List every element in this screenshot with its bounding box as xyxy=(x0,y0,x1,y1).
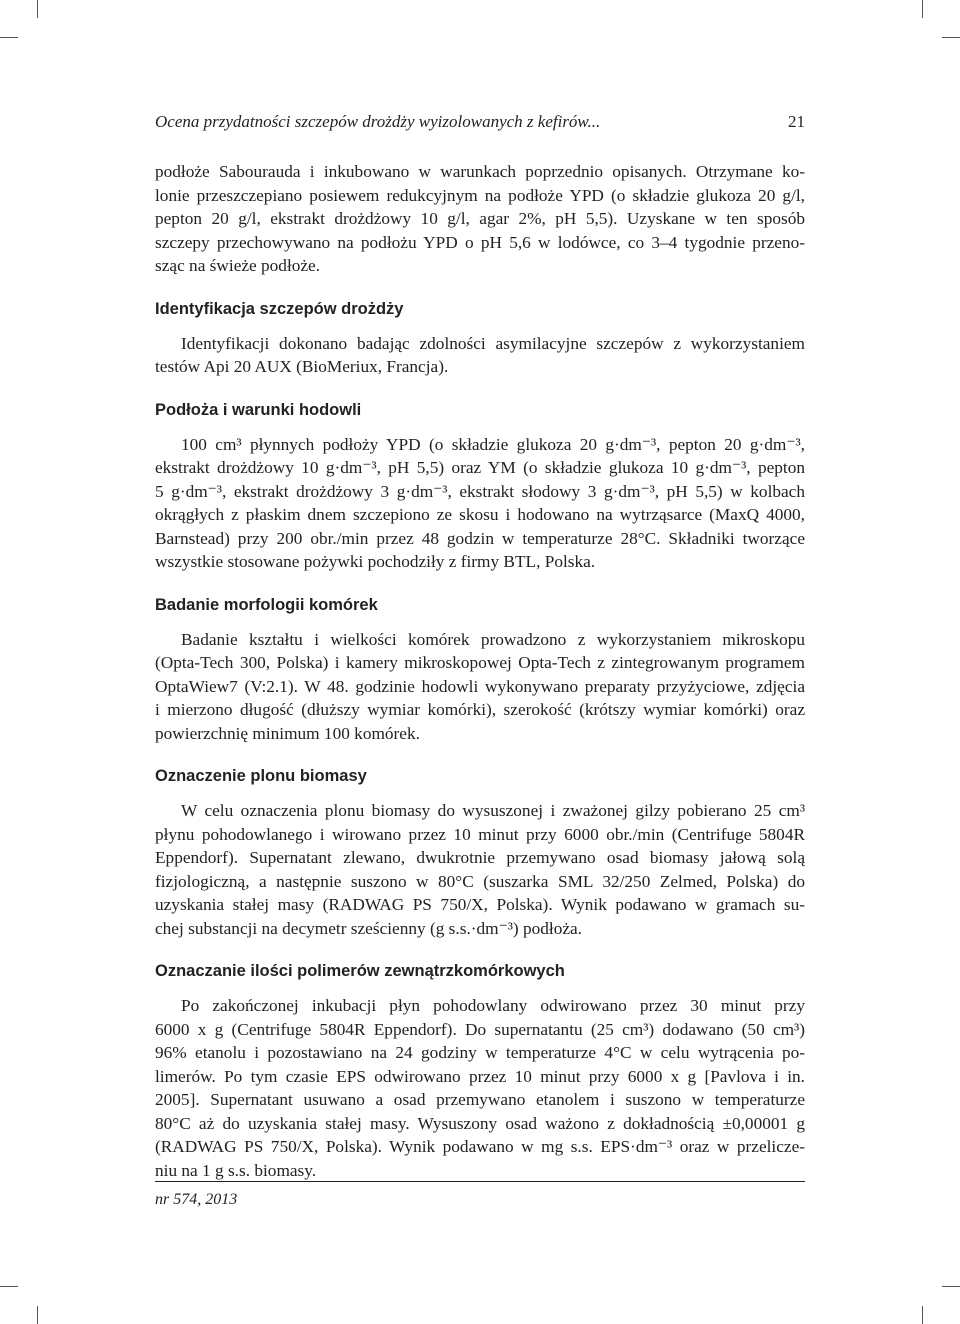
text-line: Identyfikacji dokonano badając zdolności asymilacyjne szczepów z wykorzystaniem xyxy=(181,333,805,353)
section-heading: Podłoża i warunki hodowli xyxy=(155,400,362,419)
text-line: 96% etanolu i pozostawiano na 24 godziny w temperaturze 4°C w celu wytrącenia po- xyxy=(155,1043,805,1062)
text-line: ekstrakt drożdżowy 10 g·dm⁻³, pH 5,5) oraz YM (o składzie glukoza 10 g·dm⁻³, pepton xyxy=(155,458,805,477)
text-line: pepton 20 g/l, ekstrakt drożdżowy 10 g/l, agar 2%, pH 5,5). Uzyskane w ten sposób xyxy=(155,209,805,228)
text-line: okrągłych z płaskim dnem szczepiono ze skosu i hodowano na wytrząsarce (MaxQ 4000, xyxy=(155,505,805,524)
text-line: uzyskania stałej masy (RADWAG PS 750/X, Polska). Wynik podawano w gramach su- xyxy=(155,895,805,914)
crop-mark xyxy=(922,0,923,18)
intro-paragraph xyxy=(155,160,805,278)
crop-mark xyxy=(0,37,18,38)
text-line: szczepy przechowywano na podłożu YPD o pH 5,6 w lodówce, co 3–4 tygodnie przeno- xyxy=(155,232,805,252)
text-line: chej substancji na decymetr sześcienny (g s.s.·dm⁻³) podłoża. xyxy=(155,918,583,938)
crop-mark xyxy=(942,37,960,38)
text-line: niu na 1 g s.s. biomasy. xyxy=(155,1160,317,1180)
text-line: płynu pohodowlanego i wirowano przez 10 minut przy 6000 obr./min (Centrifuge 5804R xyxy=(155,824,805,844)
section-exopolymers xyxy=(155,959,805,1182)
section-heading: Badanie morfologii komórek xyxy=(155,595,378,614)
text-line: OptaWiew7 (V:2.1). W 48. godzinie hodowli wykonywano preparaty przyżyciowe, zdjęcia xyxy=(155,676,805,696)
page-number: 21 xyxy=(788,112,805,131)
text-line: testów Api 20 AUX (BioMeriux, Francja). xyxy=(155,357,449,376)
crop-mark xyxy=(0,1286,18,1287)
crop-mark xyxy=(922,1306,923,1324)
text-line: 80°C aż do uzyskania stałej masy. Wysuszony osad ważono z dokładnością ±0,00001 g xyxy=(155,1113,805,1133)
text-line: limerów. Po tym czasie EPS odwirowano przez 10 minut przy 6000 x g [Pavlova i in. xyxy=(155,1066,805,1086)
text-line: 100 cm³ płynnych podłoży YPD (o składzie glukoza 20 g·dm⁻³, pepton 20 g·dm⁻³, xyxy=(181,434,805,454)
text-line: fizjologiczną, a następnie suszono w 80°C (suszarka SML 32/250 Zelmed, Polska) do xyxy=(155,871,805,891)
text-line: podłoże Sabourauda i inkubowano w warunkach poprzednio opisanych. Otrzymane ko- xyxy=(155,162,805,181)
section-identification xyxy=(155,297,805,379)
footer-divider xyxy=(155,1181,805,1182)
text-line: W celu oznaczenia plonu biomasy do wysuszonej i zważonej gilzy pobierano 25 cm³ xyxy=(181,801,805,820)
text-line: powierzchnię minimum 100 komórek. xyxy=(155,723,420,743)
section-biomass-yield xyxy=(155,764,805,940)
text-line: wszystkie stosowane pożywki pochodziły z firmy BTL, Polska. xyxy=(155,552,596,571)
section-heading: Identyfikacja szczepów drożdży xyxy=(155,299,404,318)
crop-mark xyxy=(942,1286,960,1287)
page-header xyxy=(155,112,805,138)
section-media-conditions xyxy=(155,398,805,574)
text-line: Badanie kształtu i wielkości komórek prowadzono z wykorzystaniem mikroskopu xyxy=(181,629,805,649)
text-line: Eppendorf). Supernatant zlewano, dwukrotnie przemywano osad biomasy jałową solą xyxy=(155,848,805,867)
footer-issue: nr 574, 2013 xyxy=(155,1191,238,1208)
text-line: Po zakończonej inkubacji płyn pohodowlany odwirowano przez 30 minut przy xyxy=(181,996,805,1015)
text-line: 5 g·dm⁻³, ekstrakt drożdżowy 3 g·dm⁻³, ekstrakt słodowy 3 g·dm⁻³, pH 5,5) w kolbach xyxy=(155,481,805,501)
section-heading: Oznaczanie ilości polimerów zewnątrzkomórkowych xyxy=(155,962,565,980)
text-line: sząc na świeże podłoże. xyxy=(155,256,321,275)
text-line: (Opta-Tech 300, Polska) i kamery mikroskopowej Opta-Tech z zintegrowanym programem xyxy=(155,653,805,672)
article-body xyxy=(155,160,805,1182)
section-cell-morphology xyxy=(155,593,805,746)
crop-mark xyxy=(37,1306,38,1324)
text-line: Barnstead) przy 200 obr./min przez 48 godzin w temperaturze 28°C. Składniki tworzące xyxy=(155,528,805,548)
text-line: lonie przeszczepiano posiewem redukcyjnym na podłoże YPD (o składzie glukoza 20 g/l, xyxy=(155,185,805,205)
text-line: (RADWAG PS 750/X, Polska). Wynik podawano w mg s.s. EPS·dm⁻³ oraz w przelicze- xyxy=(155,1137,805,1156)
text-line: 2005]. Supernatant usuwano a osad przemywano etanolem i suszono w temperaturze xyxy=(155,1090,805,1109)
text-line: 6000 x g (Centrifuge 5804R Eppendorf). Do supernatantu (25 cm³) dodawano (50 cm³) xyxy=(155,1019,805,1039)
text-line: i mierzono długość (dłuższy wymiar komórki), szerokość (krótszy wymiar komórki) oraz xyxy=(155,700,805,719)
section-heading: Oznaczenie plonu biomasy xyxy=(155,767,367,785)
crop-mark xyxy=(37,0,38,18)
running-title: Ocena przydatności szczepów drożdży wyizolowanych z kefirów... xyxy=(155,112,601,131)
